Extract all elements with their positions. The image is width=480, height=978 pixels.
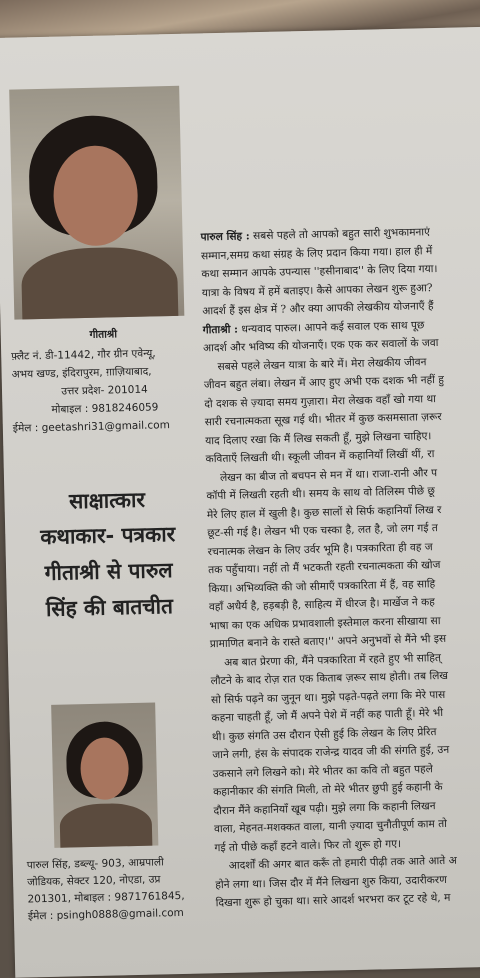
line-text: सारी रचनात्मकता सूख गई थी। भीतर में कुछ कसमसाता ज़रूर bbox=[204, 410, 442, 429]
address-line: फ़्लैट नं. डी-11442, गौर ग्रीन एवेन्यू, bbox=[11, 347, 156, 363]
author-photo bbox=[9, 86, 184, 320]
line-text: जीवन बहुत लंबा। लेखन में आए हुए अभी एक दशक भी नहीं हु bbox=[203, 373, 445, 392]
headline-line: कथाकार- पत्रकार bbox=[40, 522, 176, 550]
line-text: वहाँ अधैर्य है, हड़बड़ी है, साहित्य में धीरज है। मार्खेज ने कह bbox=[208, 596, 436, 614]
line-text: तक पहुँचाया। नहीं तो मैं भटकती रहती रचनात्मकता की खोज bbox=[207, 559, 441, 577]
line-text: याद दिलाए रखा कि मैं लिख सकती हूँ, मुझे लिखना चाहिए। bbox=[205, 429, 432, 447]
author-contact bbox=[11, 324, 198, 438]
line-text: होने लगा था। जिस दौर में मैंने लिखना शुरु किया, उदारीकरण bbox=[215, 873, 447, 891]
line-text: कॉपी में लिखती रहती थी। समय के साथ वो तिलिस्म पीछे छू bbox=[206, 485, 436, 503]
line-text: दौरान मैंने कहानियाँ खूब पढ़ी। मुझे लगा कि कहानी लिखन bbox=[213, 799, 436, 817]
line-text: सम्मान,समग्र कथा संग्रह के लिए प्रदान किया गया। हाल ही में bbox=[200, 244, 433, 262]
line-text: कथा सम्मान आपके उपन्यास ''हसीनाबाद'' के लिए दिया गया। bbox=[201, 262, 438, 281]
line-text: गई तो पीछे कहाँ हटने वाले। फिर तो शुरू हो गए। bbox=[214, 837, 402, 854]
interviewer-photo bbox=[51, 703, 158, 848]
newspaper-page bbox=[0, 27, 480, 978]
line-text: कविताएँ लिखती थी। स्कूली जीवन में कहानियाँ लिखीं थीं, रा bbox=[205, 448, 435, 466]
line-text: दो दशक से ज़्यादा समय गुज़ारा। मेरा लेखक वहाँ खो गया था bbox=[204, 392, 437, 410]
line-text: छूट-सी गई है। लेखन भी एक चस्का है, लत है, जो लग गई त bbox=[207, 522, 439, 540]
line-text: थी। कुछ संगति उस दौरान ऐसी हुई कि लेखन के लिए प्रेरित bbox=[211, 725, 437, 743]
line-text: धन्यवाद पारुल। आपने कई सवाल एक साथ पूछ bbox=[237, 318, 425, 336]
line-text: कहना चाहती हूँ, जो मैं अपने पेशे में नहीं कह पाती हूँ। मेरे भी bbox=[211, 706, 444, 725]
line-text: मेरे लिए हाल में खुली है। कुछ सालों से सिर्फ कहानियाँ लिख र bbox=[206, 503, 442, 521]
headline-line: साक्षात्कार bbox=[68, 487, 146, 514]
line-text: कहानीकार की संगति मिली, तो मेरे भीतर छुपी हुई कहानी के bbox=[213, 781, 443, 799]
contact-line: 201301, मोबाइल : 9871761845, bbox=[27, 889, 185, 906]
speaker-label: गीताश्री : bbox=[202, 323, 239, 336]
contact-line: जोडियक, सेक्टर 120, नोएडा, उप्र bbox=[27, 873, 161, 889]
contact-line: पारुल सिंह, डब्ल्यू- 903, आम्रपाली bbox=[26, 856, 164, 872]
line-text: आदर्श हैं इस क्षेत्र में ? और क्या आपकी लेखकीय योजनाएँ हैं bbox=[202, 300, 434, 318]
line-text: वाला, मेहनत-मशक्कत वाला, यानी ज़्यादा चुनौतीपूर्ण काम तो bbox=[213, 817, 448, 836]
interviewer-contact bbox=[27, 854, 200, 926]
line-text: जाने लगी, हंस के संपादक राजेन्द्र यादव जी की संगति हुई, उन bbox=[212, 743, 450, 762]
author-name: गीताश्री bbox=[89, 328, 118, 341]
line-text: रचनात्मक लेखन के लिए उर्वर भूमि है। पत्रकारिता ही वह ज bbox=[207, 540, 433, 558]
line-text: सबसे पहले तो आपको बहुत सारी शुभकामनाएं bbox=[249, 226, 431, 243]
line-text: लेखन का बीज तो बचपन से मन में था। राजा-रानी और प bbox=[219, 466, 438, 484]
author-email: ईमेल : geetashri31@gmail.com bbox=[12, 419, 171, 435]
contact-line: ईमेल : psingh0888@gmail.com bbox=[27, 906, 184, 923]
address-line: अभय खण्ड, इंदिरापुरम, ग़ाज़ियाबाद, bbox=[11, 365, 152, 381]
author-mobile: मोबाइल : 9818246059 bbox=[51, 401, 159, 416]
shoulders-shape bbox=[21, 246, 179, 320]
line-text: किया। अभिव्यक्ति की जो सीमाएँ पत्रकारिता में हैं, वह साहि bbox=[208, 577, 436, 595]
line-text: यात्रा के विषय में हमें बताइए। कैसे आपका लेखन शुरू हुआ? bbox=[201, 281, 433, 299]
line-text: सबसे पहले लेखन यात्रा के बारे में। मेरा लेखकीय जीवन bbox=[217, 355, 427, 373]
line-text: उकसाने लगे लिखने को। मेरे भीतर का कवि तो बहुत पहले bbox=[212, 762, 433, 780]
article-headline bbox=[14, 481, 202, 627]
line-text: आदर्शों की अगर बात करूँ तो हमारी पीढ़ी तक आते आते अ bbox=[228, 854, 457, 872]
article-body bbox=[200, 222, 480, 913]
headline-line: गीताश्री से पारुल bbox=[44, 558, 173, 585]
address-line: उत्तर प्रदेश- 201014 bbox=[61, 383, 148, 398]
shoulders-shape bbox=[59, 803, 152, 848]
line-text: दिखना शुरू हो चुका था। सारे आदर्श भरभरा कर टूट रहे थे, म bbox=[215, 891, 451, 910]
line-text: सो सिर्फ पढ़ने का जुनून था। मुझे पढ़ते-पढ़ते लगा कि मेरे पास bbox=[210, 688, 446, 706]
line-text: भाषा का एक अधिक प्रभावशाली इस्तेमाल करना सीखाया सा bbox=[209, 614, 441, 632]
headline-line: सिंह की बातचीत bbox=[45, 594, 174, 621]
speaker-label: पारुल सिंह : bbox=[200, 230, 250, 244]
line-text: अब बात प्रेरणा की, मैंने पत्रकारिता में रहते हुए भी साहित् bbox=[224, 651, 442, 669]
line-text: लौटने के बाद रोज़ रात एक किताब ज़रूर साथ होती। तब लिख bbox=[210, 669, 449, 688]
line-text: आदर्श और भविष्य की योजनाएँ। एक एक कर सवालों के जवा bbox=[202, 336, 439, 355]
line-text: प्रामाणित बनाने के रास्ते बताए।'' अपने अनुभवों से मैंने भी इस bbox=[209, 632, 447, 651]
